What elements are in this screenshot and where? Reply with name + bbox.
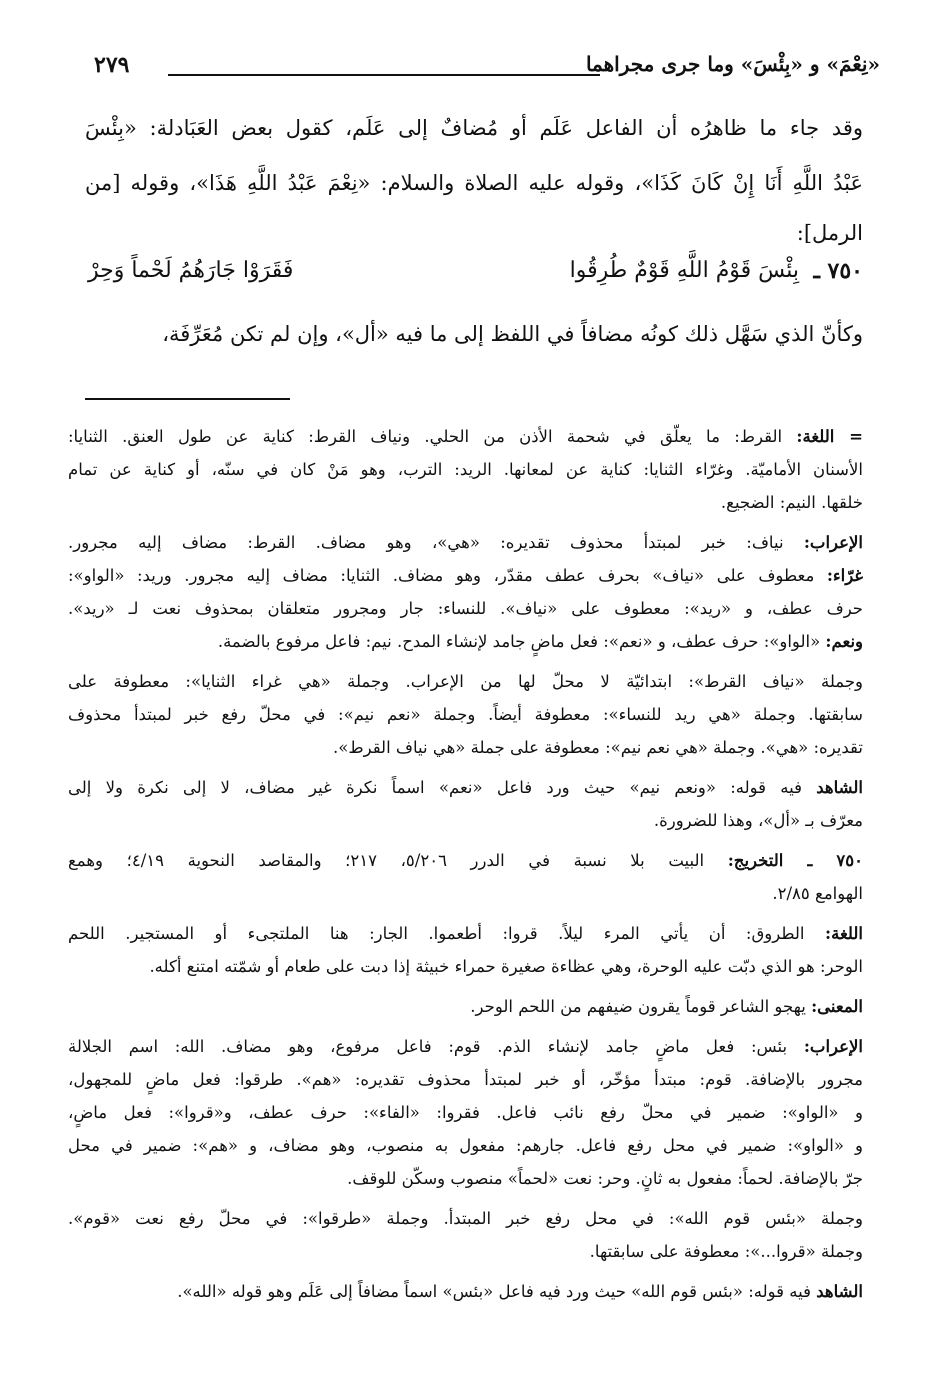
footnote-paragraph [68,844,863,910]
footnote-label: الإعراب: [803,1037,863,1056]
footnote-text: الأسنان الأماميّة. وغرّاء الثنايا: كناية عن لمعانها. الريد: الترب، وهو مَنْ كان في سنّه، أو كناية عن تمام [68,460,863,479]
footnote-label: الشاهد [816,1282,863,1301]
footnote-paragraph [68,665,863,764]
footnote-paragraph [68,771,863,837]
footnote-line [68,1202,863,1235]
footnote-label: غرّاء: [826,566,863,585]
footnote-line [68,844,863,877]
footnote-text: القرط: ما يعلّق في شحمة الأذن من الحلي. ونياف القرط: كناية عن طول العنق. الثنايا: [68,427,797,446]
footnote-line [68,420,863,453]
footnote-line [68,771,863,804]
footnote-text: معطوف على «نياف» بحرف عطف مقدّر، وهو مضاف. الثنايا: مضاف إليه مجرور. وريد: «الواو»: [68,566,827,585]
footnote-line [68,1096,863,1129]
main-text-continuation [85,312,863,356]
footnote-text: وجملة «بئس قوم الله»: في محل رفع خبر المبتدأ. وجملة «طرقوا»: في محلّ رفع نعت «قوم». [68,1209,863,1228]
footnote-label: ونعم: [825,632,863,651]
footnote-paragraph [68,1030,863,1195]
footnote-label: اللغة: [825,924,863,943]
footnote-line [68,1030,863,1063]
footnote-text: الهوامع ٢/٨٥. [772,884,863,903]
footnote-label: الإعراب: [803,533,863,552]
footnote-text: الوحر: هو الذي دبّت عليه الوحرة، وهي عظاءة صغيرة حمراء خبيثة إذا دبت على طعام أو شمّته امتنع أكله. [149,957,863,976]
main-text-line: الرمل]: [796,221,863,245]
running-title: «نِعْمَ» و «بِئْسَ» وما جرى مجراهما [585,52,880,76]
footnote-text: و «الواو»: ضمير في محلّ رفع نائب فاعل. فقروا: «الفاء»: حرف عطف، و«قروا»: فعل ماضٍ، [68,1103,863,1122]
footnote-paragraph [68,990,863,1023]
footnote-paragraph [68,1275,863,1308]
footnote-text: سابقتها. وجملة «هي ريد للنساء»: معطوفة أيضاً. وجملة «نعم نيم»: في محلّ رفع خبر لمبتدأ محذوف [68,705,863,724]
main-text-line: وكأنّ الذي سَهَّل ذلك كونُه مضافاً في اللفظ إلى ما فيه «أل»، وإن لم تكن مُعَرِّفَة، [162,322,863,346]
main-text-line: وقد جاء ما ظاهرُه أن الفاعل عَلَم أو مُضافٌ إلى عَلَم، كقول بعض العَبَادلة: «بِئْسَ [85,116,863,140]
footnote-text: تقديره: «هي». وجملة «هي نعم نيم»: معطوفة على جملة «هي نياف القرط». [333,738,863,757]
footnote-label: الشاهد [816,778,863,797]
header-rule [168,74,600,76]
footnote-paragraph [68,526,863,658]
footnote-line [68,990,863,1023]
page-number: ٢٧٩ [94,52,130,78]
footnote-text: يهجو الشاعر قوماً يقرون ضيفهم من اللحم الوحر. [470,997,812,1016]
footnote-text: نياف: خبر لمبتدأ محذوف تقديره: «هي»، وهو مضاف. القرط: مضاف إليه مجرور. [68,533,804,552]
footnote-line [68,804,863,837]
footnote-line [68,665,863,698]
main-text [85,108,863,258]
page-header [90,52,880,88]
verse-first-hemistich: بِئْسَ قَوْمُ اللَّهِ قَوْمٌ طُرِقُوا [569,258,799,283]
footnote-line [68,731,863,764]
footnote-text: فيه قوله: «بئس قوم الله» حيث ورد فيه فاعل «بئس» اسماً مضافاً إلى عَلَم وهو قوله «الله». [177,1282,817,1301]
footnote-text: معرّف بـ «أل»، وهذا للضرورة. [653,811,863,830]
footnote-line [68,1129,863,1162]
footnotes [68,420,863,1315]
footnote-text: وجملة «قروا...»: معطوفة على سابقتها. [589,1242,863,1261]
footnote-line [68,950,863,983]
footnote-line [68,625,863,658]
footnote-line [68,1275,863,1308]
footnote-label: ٧٥٠ ـ التخريج: [727,851,863,870]
footnote-line [68,592,863,625]
footnote-text: «الواو»: حرف عطف، و «نعم»: فعل ماضٍ جامد لإنشاء المدح. نيم: فاعل مرفوع بالضمة. [217,632,826,651]
footnote-paragraph [68,420,863,519]
footnote-paragraph [68,1202,863,1268]
footnote-paragraph [68,917,863,983]
footnote-line [68,877,863,910]
verse-second-hemistich: فَقَرَوْا جَارَهُمُ لَحْماً وَحِرْ [88,258,294,283]
footnote-line [68,453,863,486]
footnote-text: خلقها. النيم: الضجيع. [720,493,863,512]
footnote-text: و «الواو»: ضمير في محل رفع فاعل. جارهم: مفعول به منصوب، وهو مضاف، و «هم»: ضمير في محل [68,1136,863,1155]
footnote-line [68,486,863,519]
footnote-text: البيت بلا نسبة في الدرر ٥/٢٠٦، ٢١٧؛ والمقاصد النحوية ٤/١٩؛ وهمع [68,851,728,870]
main-text-line: عَبْدُ اللَّهِ أَنَا إِنْ كَانَ كَذَا»، وقوله عليه الصلاة والسلام: «نِعْمَ عَبْدُ اللَّهِ هَذَا»، وقوله [من [85,171,863,195]
footnote-line [68,526,863,559]
footnote-line [68,1063,863,1096]
footnote-text: جرّ بالإضافة. لحماً: مفعول به ثانٍ. وحر: نعت «لحماً» منصوب وسكّن للوقف. [347,1169,863,1188]
footnote-line [68,1235,863,1268]
poem-verse [88,258,863,302]
footnote-text: الطروق: أن يأتي المرء ليلاً. قروا: أطعموا. الجار: هنا الملتجىء أو المستجير. اللحم [68,924,826,943]
footnote-text: فيه قوله: «ونعم نيم» حيث ورد فاعل «نعم» اسماً نكرة غير مضاف، لا إلى نكرة ولا إلى [68,778,817,797]
footnote-label: = اللغة: [796,427,863,446]
footnote-line [68,559,863,592]
footnote-text: بئس: فعل ماضٍ جامد لإنشاء الذم. قوم: فاعل مرفوع، وهو مضاف. الله: اسم الجلالة [68,1037,804,1056]
footnote-text: وجملة «نياف القرط»: ابتدائيّة لا محلّ لها من الإعراب. وجملة «هي غراء الثنايا»: معطوفة على [68,672,863,691]
verse-number: ٧٥٠ ـ [813,258,863,284]
footnote-text: حرف عطف، و «ريد»: معطوف على «نياف». للنساء: جار ومجرور متعلقان بمحذوف نعت لـ «ريد». [68,599,863,618]
footnote-line [68,1162,863,1195]
footnote-text: مجرور بالإضافة. قوم: مبتدأ مؤخّر، أو خبر لمبتدأ محذوف تقديره: «هم». طرقوا: فعل ماضٍ للمجهول، [68,1070,863,1089]
footnote-line [68,698,863,731]
footnote-label: المعنى: [811,997,863,1016]
footnote-line [68,917,863,950]
footnote-separator [85,398,290,400]
